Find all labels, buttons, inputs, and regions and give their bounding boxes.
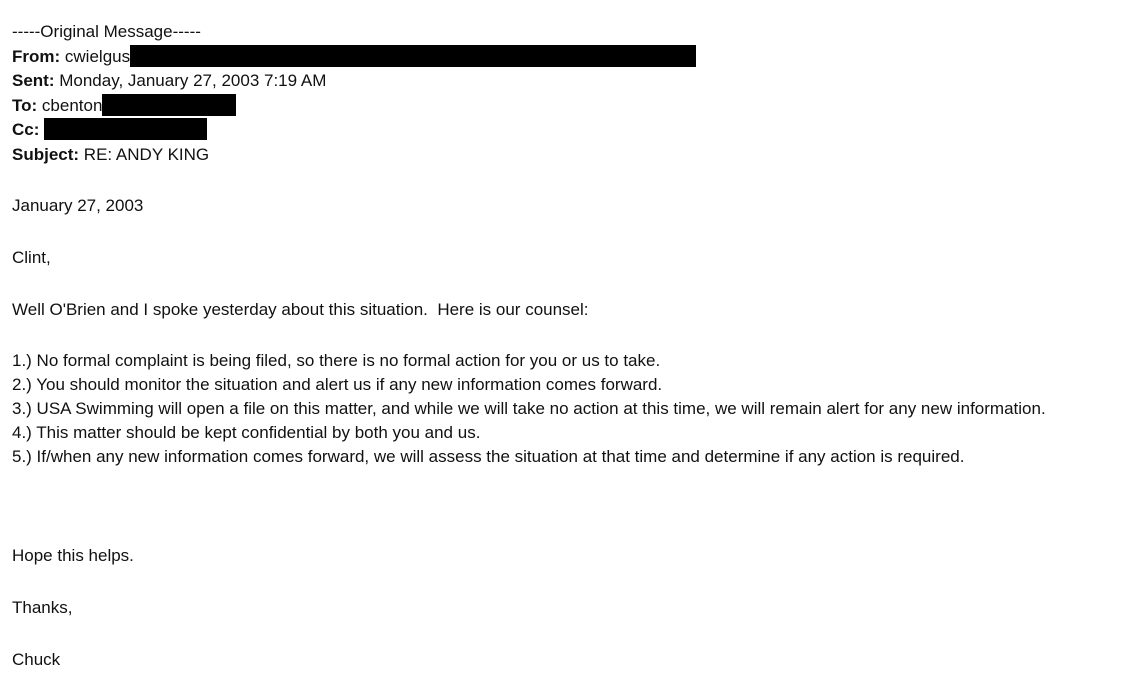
redaction-box xyxy=(44,118,207,140)
from-value: cwielgus xyxy=(64,46,131,66)
subject-line xyxy=(12,143,696,168)
list-item: 3.) USA Swimming will open a file on this matter, and while we will take no action at this time, we will remain alert for any new information. xyxy=(12,399,1046,418)
sent-line xyxy=(12,69,696,94)
list-item: 5.) If/when any new information comes forward, we will assess the situation at that time and determine if any action is required. xyxy=(12,447,965,466)
list-item: 1.) No formal complaint is being filed, so there is no formal action for you or us to take. xyxy=(12,351,661,370)
from-label: From: xyxy=(12,46,61,66)
email-header xyxy=(12,20,696,167)
redaction-box xyxy=(130,45,696,67)
to-line xyxy=(12,94,696,119)
cc-label: Cc: xyxy=(12,120,40,139)
list-item: 4.) This matter should be kept confidential by both you and us. xyxy=(12,423,481,442)
redaction-box xyxy=(102,94,236,116)
subject-value: RE: ANDY KING xyxy=(83,144,210,164)
subject-label: Subject: xyxy=(12,144,80,164)
signoff: Thanks, xyxy=(12,598,73,617)
to-label: To: xyxy=(12,95,38,115)
sent-label: Sent: xyxy=(12,71,55,90)
to-value: cbenton xyxy=(41,95,103,115)
intro-paragraph: Well O'Brien and I spoke yesterday about this situation. Here is our counsel: xyxy=(12,300,589,319)
original-message-separator xyxy=(12,20,696,45)
list-item: 2.) You should monitor the situation and alert us if any new information comes forward. xyxy=(12,375,663,394)
letter-date: January 27, 2003 xyxy=(12,196,144,215)
closing-note: Hope this helps. xyxy=(12,546,134,565)
separator-text: -----Original Message----- xyxy=(12,22,201,41)
cc-line xyxy=(12,118,696,143)
sent-value: Monday, January 27, 2003 7:19 AM xyxy=(59,71,327,90)
signature: Chuck xyxy=(12,650,61,669)
from-line xyxy=(12,45,696,70)
counsel-list xyxy=(12,349,1112,469)
greeting: Clint, xyxy=(12,248,51,267)
